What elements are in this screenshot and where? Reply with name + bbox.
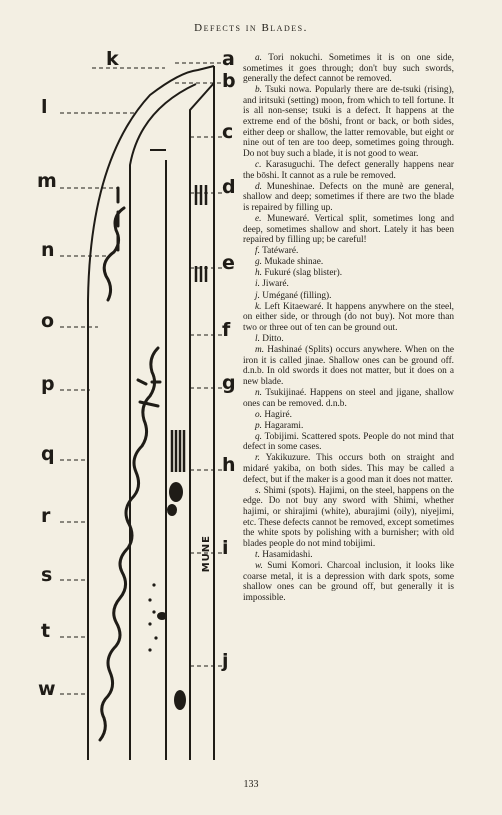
- entry-marker: a.: [255, 53, 262, 63]
- defect-entry: [243, 268, 454, 279]
- entry-text: Hagarami.: [264, 420, 304, 431]
- label-l: l: [41, 96, 48, 118]
- label-r: r: [41, 505, 51, 527]
- defect-entry: [243, 53, 454, 85]
- label-q: q: [41, 443, 55, 465]
- defect-entry: [243, 421, 454, 432]
- entry-text: Umégané (filling).: [262, 290, 332, 301]
- entry-marker: c.: [255, 159, 262, 170]
- entry-marker: j.: [255, 290, 260, 301]
- defect-entry: [243, 561, 454, 603]
- defect-entry: [243, 453, 454, 485]
- entry-text: Hagiré.: [264, 409, 292, 420]
- defect-entry: [243, 214, 454, 246]
- entry-marker: h.: [255, 268, 262, 279]
- entry-text: Jiwaré.: [262, 279, 289, 290]
- label-k: k: [106, 48, 119, 70]
- defect-entry: [243, 388, 454, 409]
- label-d: d: [222, 176, 236, 198]
- defect-entry: [243, 182, 454, 214]
- entry-text: Munewaré. Vertical split, sometimes long and deep, sometimes shallow and short. Lately it has been repaired by filling up; be careful!: [243, 213, 455, 246]
- defect-entry: [243, 160, 454, 181]
- label-t: t: [41, 620, 51, 642]
- entry-text: Hasamidashi.: [262, 549, 313, 560]
- entry-marker: b.: [255, 85, 262, 96]
- label-n: n: [41, 239, 55, 261]
- entry-marker: r.: [255, 453, 260, 464]
- page-title: Defects in Blades.: [194, 22, 308, 34]
- blade-defects-diagram: [0, 0, 245, 760]
- entry-marker: f.: [255, 246, 260, 257]
- defect-entry: [243, 410, 454, 421]
- defect-entry: [243, 85, 454, 159]
- label-w: w: [38, 678, 56, 700]
- label-m: m: [37, 170, 57, 192]
- defect-entry: [243, 550, 454, 561]
- defect-entry: [243, 246, 454, 257]
- entry-marker: w.: [255, 560, 263, 571]
- entry-text: Tsuki nowa. Popularly there are de-tsuki (rising), and iritsuki (setting) moon, from which to tell fortune. It is all non-sense; tsuki is a defect. It happens at the extreme end of the bōshi, front or back, or both sides, either deep or shallow, the latter removable, but eight or nine out of ten are too deep, sometimes going through. Do not buy such a blade, it is not good to wear.: [243, 85, 454, 159]
- entry-text: Yakikuzure. This occurs both on straight and midaré yakiba, on both sides. This may be called a defect, but if the maker is a good man it does not matter.: [243, 453, 454, 485]
- blade-drawing: [0, 0, 245, 760]
- entry-text: Sumi Komori. Charcoal inclusion, it looks like coarse metal, it is a depression with dark spots, some shallow ones can be ground off, but generally it is impossible.: [243, 560, 454, 603]
- mune-label: [199, 535, 213, 575]
- entry-text: Shimi (spots). Hajimi, on the steel, happens on the edge. Do not buy any sword with Shimi, whether hajimi, or shirajimi (white), aburajimi (oily), niyejimi, etc. These defects cannot be removed, except sometimes the white spots by polishing with a burnisher; with old blades people do not mind tobijimi.: [243, 485, 454, 549]
- entry-text: Ditto.: [262, 333, 284, 344]
- label-h: h: [222, 454, 236, 476]
- label-b: b: [222, 70, 236, 92]
- defect-entry: [243, 432, 454, 453]
- entry-text: Karasuguchi. The defect generally happens near the bōshi. It cannot as a rule be removed.: [243, 159, 454, 181]
- defect-descriptions: [243, 53, 454, 604]
- entry-marker: i.: [255, 279, 260, 290]
- entry-text: Tatéwaré.: [262, 246, 299, 257]
- defect-entry: [243, 257, 454, 268]
- defect-entry: [243, 486, 454, 550]
- entry-marker: l.: [255, 333, 260, 344]
- entry-marker: g.: [255, 257, 262, 268]
- entry-marker: t.: [255, 549, 260, 560]
- entry-marker: m.: [255, 345, 265, 356]
- entry-marker: n.: [255, 387, 262, 398]
- label-e: e: [222, 252, 235, 274]
- label-s: s: [41, 564, 53, 586]
- defect-entry: [243, 291, 454, 302]
- entry-text: Fukuré (slag blister).: [264, 268, 343, 279]
- defect-entry: [243, 345, 454, 387]
- entry-marker: o.: [255, 409, 262, 420]
- defect-entry: [243, 302, 454, 334]
- entry-marker: s.: [255, 485, 261, 496]
- defect-entry: [243, 334, 454, 345]
- label-f: f: [222, 319, 231, 341]
- label-c: c: [222, 121, 234, 143]
- entry-text: Mukade shinae.: [264, 257, 324, 268]
- entry-marker: d.: [255, 181, 262, 192]
- entry-text: Hashinaé (Splits) occurs anywhere. When on the iron it is called jinae. Shallow ones can be ground off. d.n.b. In old swords it does not matter, but it does on a new blade.: [243, 345, 454, 387]
- label-i: i: [222, 537, 229, 559]
- entry-marker: q.: [255, 431, 262, 442]
- entry-marker: p.: [255, 420, 262, 431]
- mune-text: MUNE: [200, 535, 212, 573]
- entry-text: Muneshinae. Defects on the munè are general, shallow and deep; sometimes if there are two the blade is repaired by filling up.: [243, 181, 455, 213]
- entry-text: Tobijimi. Scattered spots. People do not mind that defect in some cases.: [243, 431, 455, 453]
- entry-text: Left Kitaewaré. It happens anywhere on the steel, on either side, or through (do not buy). Not more than two or three out of ten can be ground out.: [243, 301, 454, 333]
- label-j: j: [222, 650, 229, 672]
- entry-text: Tsukijinaé. Happens on steel and jigane, shallow ones can be removed. d.n.b.: [243, 387, 454, 409]
- entry-text: Tori nokuchi. Sometimes it is on one side, sometimes it goes through; don't buy such swords, generally the defect cannot be removed.: [243, 53, 454, 85]
- entry-marker: k.: [255, 301, 262, 312]
- label-o: o: [41, 310, 55, 332]
- entry-marker: e.: [255, 213, 262, 224]
- label-g: g: [222, 372, 236, 394]
- page-number: 133: [243, 779, 259, 790]
- label-p: p: [41, 373, 55, 395]
- defect-entry: [243, 279, 454, 290]
- label-a: a: [222, 48, 235, 70]
